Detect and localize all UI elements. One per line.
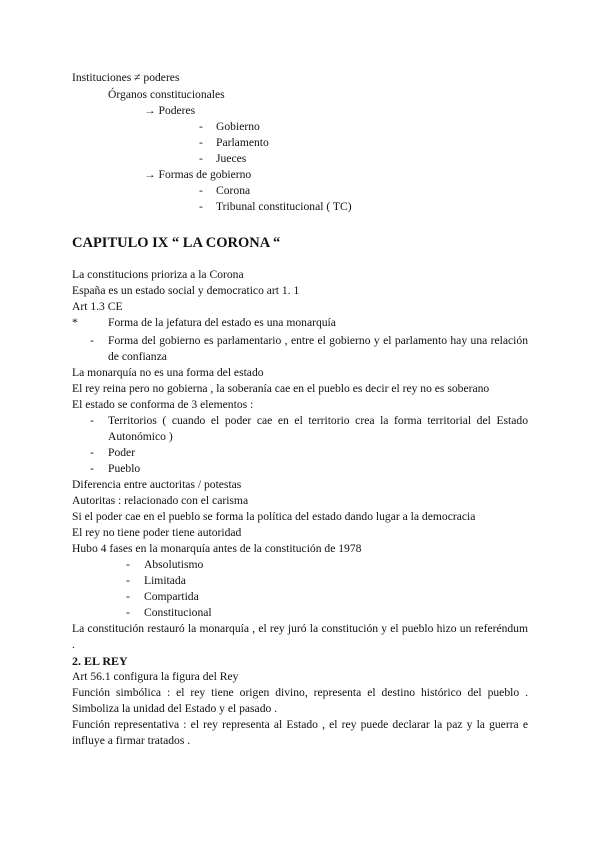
body-line: Diferencia entre auctoritas / potestas: [72, 478, 242, 491]
bullet-dash: -: [90, 414, 94, 427]
poderes-item: Gobierno: [216, 120, 260, 133]
body-line: España es un estado social y democratico art 1. 1: [72, 284, 300, 297]
body-line: La monarquía no es una forma del estado: [72, 366, 264, 379]
bullet-dash: -: [90, 334, 94, 347]
body-line: El rey reina pero no gobierna , la soberanía cae en el pueblo es decir el rey no es soberano: [72, 382, 490, 395]
bullet-dash: -: [126, 558, 130, 571]
intro-title: Instituciones ≠ poderes: [72, 71, 180, 84]
bullet-dash: -: [126, 606, 130, 619]
chapter-title: CAPITULO IX “ LA CORONA “: [72, 235, 281, 251]
list-item: Forma del gobierno es parlamentario , entre el gobierno y el parlamento hay una relación de confianza: [108, 334, 528, 363]
bullet-dash: -: [126, 590, 130, 603]
body-line: Art 1.3 CE: [72, 300, 123, 313]
section-title: 2. EL REY: [72, 654, 128, 668]
formas-heading: → Formas de gobierno: [144, 168, 252, 181]
formas-item: Corona: [216, 184, 251, 197]
body-paragraph: Función representativa : el rey representa al Estado , el rey puede declarar la paz y la guerra e influye a firmar tratados .: [72, 718, 528, 747]
poderes-item: Parlamento: [216, 136, 269, 149]
body-line: Hubo 4 fases en la monarquía antes de la constitución de 1978: [72, 542, 362, 555]
list-item: Limitada: [144, 574, 186, 587]
body-line: El estado se conforma de 3 elementos :: [72, 398, 254, 411]
bullet-dash: -: [90, 462, 94, 475]
body-line: Autoritas : relacionado con el carisma: [72, 494, 249, 507]
list-item: Constitucional: [144, 606, 212, 619]
poderes-item: Jueces: [216, 152, 247, 165]
bullet-dash: -: [199, 120, 203, 133]
bullet-dash: -: [199, 200, 203, 213]
body-paragraph: Función simbólica : el rey tiene origen divino, representa el destino histórico del pueblo . Simboliza la unidad del Estado y el pasado .: [72, 686, 528, 715]
bullet-dash: -: [90, 446, 94, 459]
bullet-dash: -: [199, 152, 203, 165]
organos-heading: Órganos constitucionales: [108, 88, 225, 101]
bullet-dash: -: [199, 184, 203, 197]
list-item: Absolutismo: [144, 558, 204, 571]
list-item: Territorios ( cuando el poder cae en el territorio crea la forma territorial del Estado Autonómico ): [108, 414, 528, 443]
body-paragraph: La constitución restauró la monarquía , el rey juró la constitución y el pueblo hizo un referéndum .: [72, 622, 528, 651]
body-line: El rey no tiene poder tiene autoridad: [72, 526, 242, 539]
bullet-dash: -: [199, 136, 203, 149]
list-item: Pueblo: [108, 462, 141, 475]
body-line: Art 56.1 configura la figura del Rey: [72, 670, 239, 683]
list-item: Forma de la jefatura del estado es una monarquía: [108, 316, 336, 329]
formas-item: Tribunal constitucional ( TC): [216, 200, 352, 213]
list-item: Poder: [108, 446, 136, 459]
list-item: Compartida: [144, 590, 199, 603]
body-line: La constitucions prioriza a la Corona: [72, 268, 244, 281]
body-line: Si el poder cae en el pueblo se forma la política del estado dando lugar a la democracia: [72, 510, 476, 523]
bullet-star: *: [72, 316, 78, 329]
bullet-dash: -: [126, 574, 130, 587]
poderes-heading: → Poderes: [144, 104, 196, 117]
